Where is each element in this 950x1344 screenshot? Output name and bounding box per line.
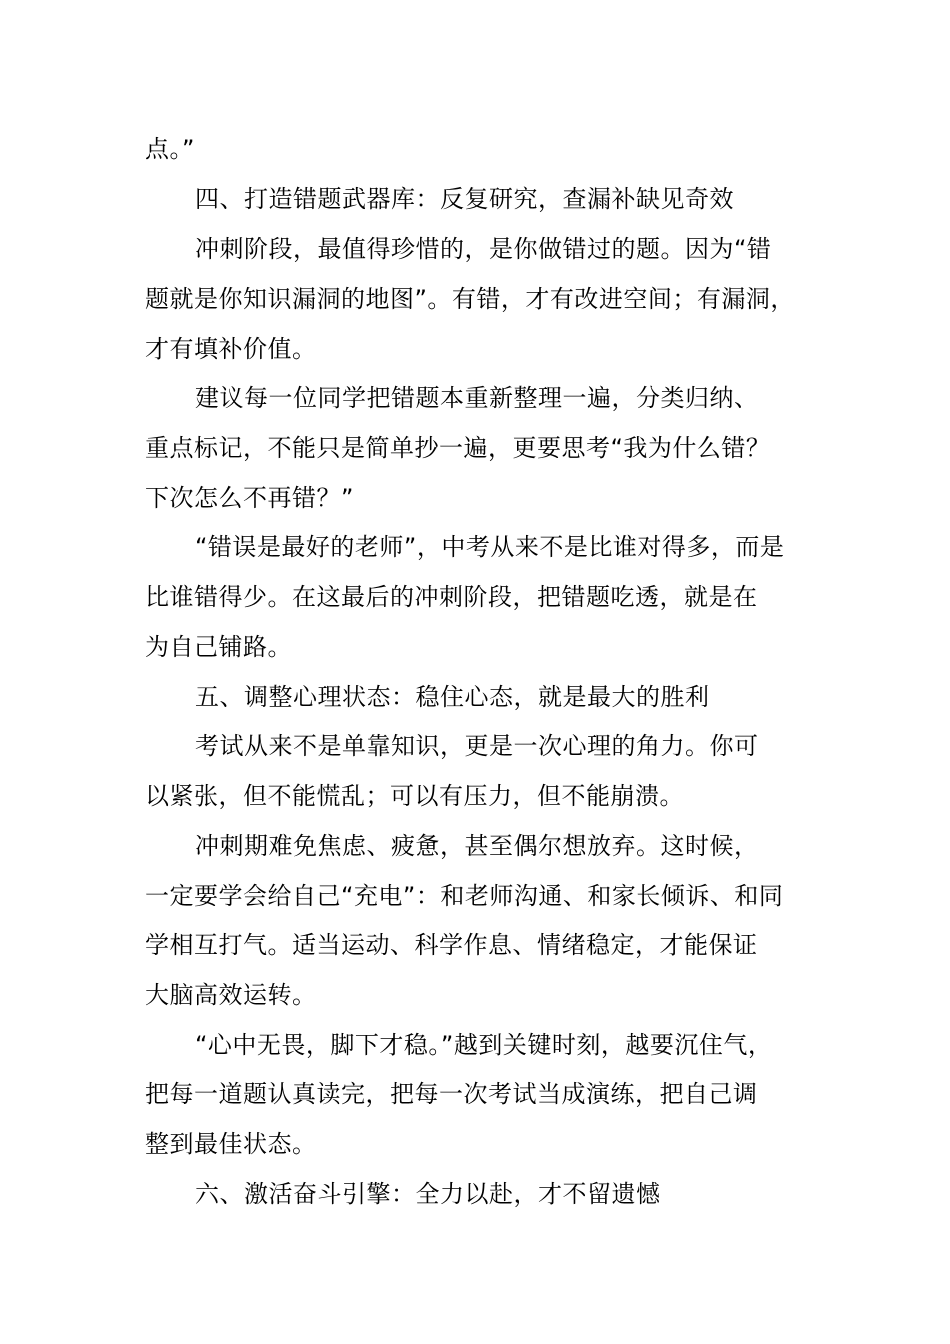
section-heading-4: 四、打造错题武器库：反复研究，查漏补缺见奇效	[195, 185, 734, 213]
paragraph-line: 大脑高效运转。	[145, 981, 317, 1009]
paragraph-line: 一定要学会给自己“充电”：和老师沟通、和家长倾诉、和同	[145, 882, 784, 910]
paragraph-line: 为自己铺路。	[145, 633, 292, 661]
paragraph-line: 以紧张，但不能慌乱；可以有压力，但不能崩溃。	[145, 782, 684, 810]
paragraph-line: 考试从来不是单靠知识，更是一次心理的角力。你可	[195, 732, 759, 760]
section-heading-5: 五、调整心理状态：稳住心态，就是最大的胜利	[195, 683, 710, 711]
paragraph-line: 冲刺期难免焦虑、疲惫，甚至偶尔想放弃。这时候，	[195, 832, 759, 860]
paragraph-line: 下次怎么不再错？”	[145, 484, 354, 512]
paragraph-line: 重点标记，不能只是简单抄一遍，更要思考“我为什么错？	[145, 434, 771, 462]
paragraph-line: 把每一道题认真读完，把每一次考试当成演练，把自己调	[145, 1080, 758, 1108]
text-line-continuation: 点。”	[145, 135, 195, 163]
paragraph-line: 整到最佳状态。	[145, 1130, 317, 1158]
paragraph-line: 冲刺阶段，最值得珍惜的，是你做错过的题。因为“错	[195, 235, 772, 263]
paragraph-line: 建议每一位同学把错题本重新整理一遍，分类归纳、	[195, 384, 759, 412]
paragraph-line: 比谁错得少。在这最后的冲刺阶段，把错题吃透，就是在	[145, 583, 758, 611]
paragraph-line: 题就是你知识漏洞的地图”。有错，才有改进空间；有漏洞，	[145, 285, 795, 313]
paragraph-line: “错误是最好的老师”，中考从来不是比谁对得多，而是	[195, 533, 785, 561]
paragraph-line: “心中无畏，脚下才稳。”越到关键时刻，越要沉住气，	[195, 1031, 773, 1059]
paragraph-line: 才有填补价值。	[145, 335, 317, 363]
paragraph-line: 学相互打气。适当运动、科学作息、情绪稳定，才能保证	[145, 931, 758, 959]
section-heading-6: 六、激活奋斗引擎：全力以赴，才不留遗憾	[195, 1180, 661, 1208]
